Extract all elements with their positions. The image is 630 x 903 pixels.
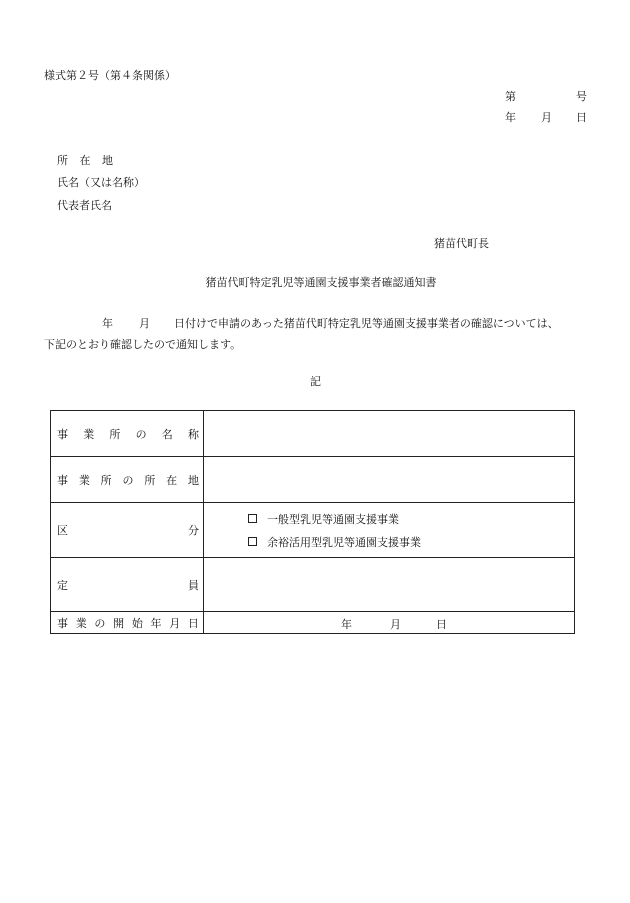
table-row	[51, 411, 575, 457]
capacity-label	[51, 558, 204, 612]
label-char: 称	[187, 427, 199, 441]
label-char: 事	[57, 427, 68, 441]
doc-number-suffix: 号	[576, 90, 587, 103]
category-option[interactable]	[248, 534, 574, 550]
capacity-field[interactable]	[204, 558, 575, 612]
label-char: 所	[144, 473, 156, 487]
body-line2: 下記のとおり確認したので通知します。	[44, 338, 242, 351]
label-char: 分	[188, 524, 199, 537]
label-char: の	[135, 427, 147, 441]
address-label-char: 地	[102, 154, 113, 167]
address-label-char: 在	[79, 154, 91, 167]
label-char: 業	[83, 427, 95, 441]
ki-heading: 記	[310, 375, 321, 388]
label-char: の	[122, 473, 134, 487]
label-char: 員	[188, 578, 199, 592]
issuer: 猪苗代町長	[434, 237, 489, 250]
label-char: 事	[57, 473, 68, 487]
table-row	[51, 457, 575, 503]
label-char: 名	[161, 427, 173, 441]
name-label: 氏名（又は名称）	[57, 176, 145, 189]
start-date-day: 日	[436, 618, 447, 631]
document-title: 猪苗代町特定乳児等通園支援事業者確認通知書	[205, 276, 437, 289]
start-date-label	[51, 612, 204, 634]
address-label	[57, 152, 113, 168]
body-year: 年	[102, 317, 113, 330]
category-label	[51, 503, 204, 558]
doc-number-prefix: 第	[505, 90, 516, 103]
label-char: 開	[113, 616, 125, 630]
form-number: 様式第２号（第４条関係）	[44, 69, 176, 82]
label-char: 所	[109, 427, 121, 441]
category-option[interactable]	[248, 511, 574, 527]
checkbox-icon[interactable]	[248, 537, 257, 546]
label-char: 地	[187, 473, 199, 487]
label-char: 業	[75, 616, 87, 630]
label-char: 月	[169, 616, 181, 630]
category-option-label: 余裕活用型乳児等通園支援事業	[267, 535, 421, 549]
start-date-month: 月	[390, 618, 401, 631]
office-name-field[interactable]	[204, 411, 575, 457]
representative-label: 代表者氏名	[57, 199, 112, 212]
table-row	[51, 558, 575, 612]
checkbox-icon[interactable]	[248, 514, 257, 523]
body-line1-rest: 日付けで申請のあった猪苗代町特定乳児等通園支援事業者の確認については、	[174, 317, 559, 330]
label-char: 事	[57, 616, 68, 630]
office-name-label	[51, 411, 204, 457]
label-char: 年	[150, 616, 162, 630]
table-row	[51, 612, 575, 634]
category-options	[204, 503, 575, 558]
label-char: 定	[57, 578, 68, 592]
date-year: 年	[505, 111, 516, 124]
label-char: 日	[187, 616, 199, 630]
table-row	[51, 503, 575, 558]
label-char: 始	[131, 616, 143, 630]
category-option-label: 一般型乳児等通園支援事業	[267, 512, 399, 526]
address-label-char: 所	[57, 154, 68, 167]
start-date-year: 年	[341, 618, 352, 631]
label-char: 在	[166, 473, 178, 487]
date-month: 月	[541, 111, 552, 124]
start-date-field[interactable]	[204, 612, 575, 634]
office-address-field[interactable]	[204, 457, 575, 503]
date-day: 日	[576, 111, 587, 124]
office-address-label	[51, 457, 204, 503]
info-table	[50, 410, 575, 634]
label-char: 所	[100, 473, 112, 487]
label-char: 業	[78, 473, 90, 487]
label-char: 区	[57, 524, 68, 537]
label-char: の	[94, 616, 106, 630]
body-month: 月	[139, 317, 150, 330]
